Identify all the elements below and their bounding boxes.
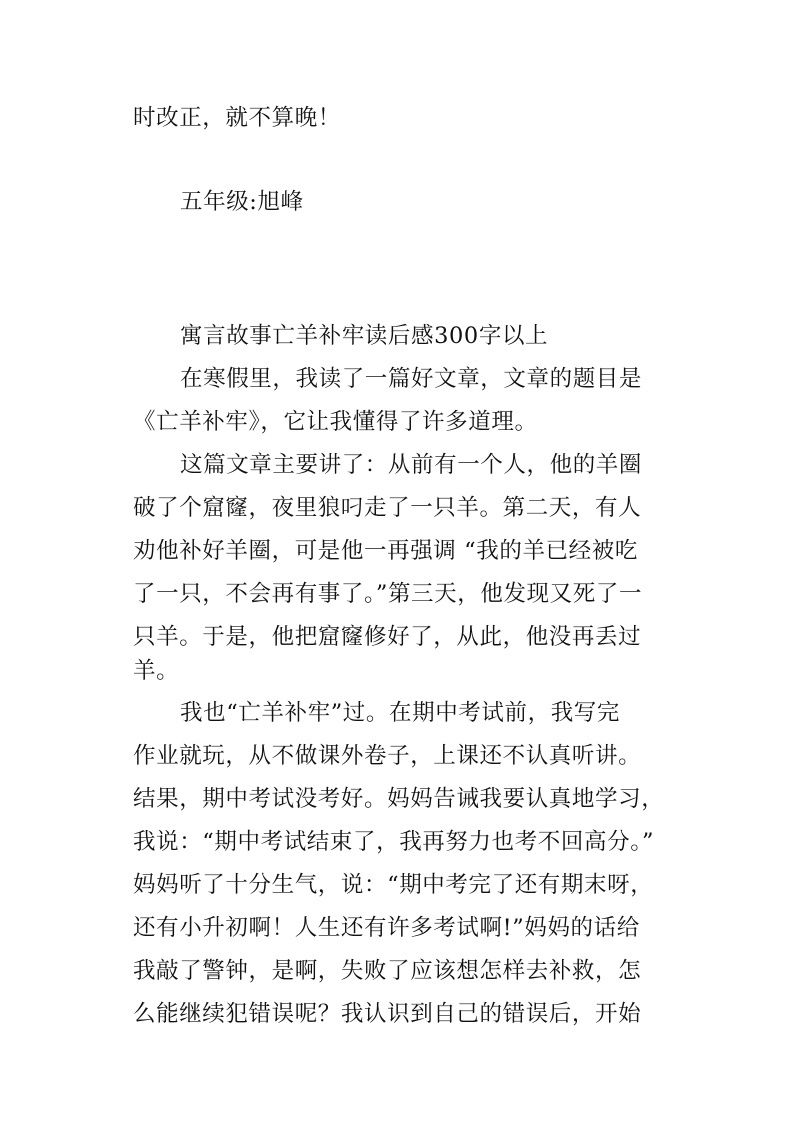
text-line: 妈妈听了十分生气，说：“期中考完了还有期末呀，: [133, 872, 654, 898]
text-line: 了一只，不会再有事了。”第三天，他发现又死了一: [133, 581, 643, 607]
text-line: 羊。: [133, 658, 180, 684]
text-line: 作业就玩，从不做课外卷子，上课还不认真听讲。: [133, 743, 642, 769]
text-line: 我也“亡羊补牢”过。在期中考试前，我写完: [180, 700, 621, 726]
text-line: 只羊。于是，他把窟窿修好了，从此，他没再丢过: [133, 624, 642, 650]
text-line: 《亡羊补牢》，它让我懂得了许多道理。: [133, 409, 538, 435]
text-line: 在寒假里，我读了一篇好文章，文章的题目是: [180, 366, 643, 392]
author-line: 五年级:旭峰: [180, 189, 304, 215]
essay-title: 寓言故事亡羊补牢读后感300字以上: [180, 323, 549, 349]
text-line: 我说：“期中考试结束了，我再努力也考不回高分。”: [133, 829, 655, 855]
text-line: 结果，期中考试没考好。妈妈告诫我要认真地学习，: [133, 786, 665, 812]
text-line: 我敲了警钟，是啊，失败了应该想怎样去补救，怎: [133, 958, 642, 984]
text-line: 破了个窟窿，夜里狼叼走了一只羊。第二天，有人: [133, 495, 642, 521]
text-line: 劝他补好羊圈，可是他一再强调 “我的羊已经被吃: [133, 538, 638, 564]
text-line: 么能继续犯错误呢？我认识到自己的错误后，开始: [133, 1001, 642, 1027]
text-line: 时改正，就不算晚！: [133, 105, 341, 131]
text-line: 这篇文章主要讲了：从前有一个人，他的羊圈: [180, 452, 643, 478]
text-line: 还有小升初啊！人生还有许多考试啊!”妈妈的话给: [133, 915, 640, 941]
